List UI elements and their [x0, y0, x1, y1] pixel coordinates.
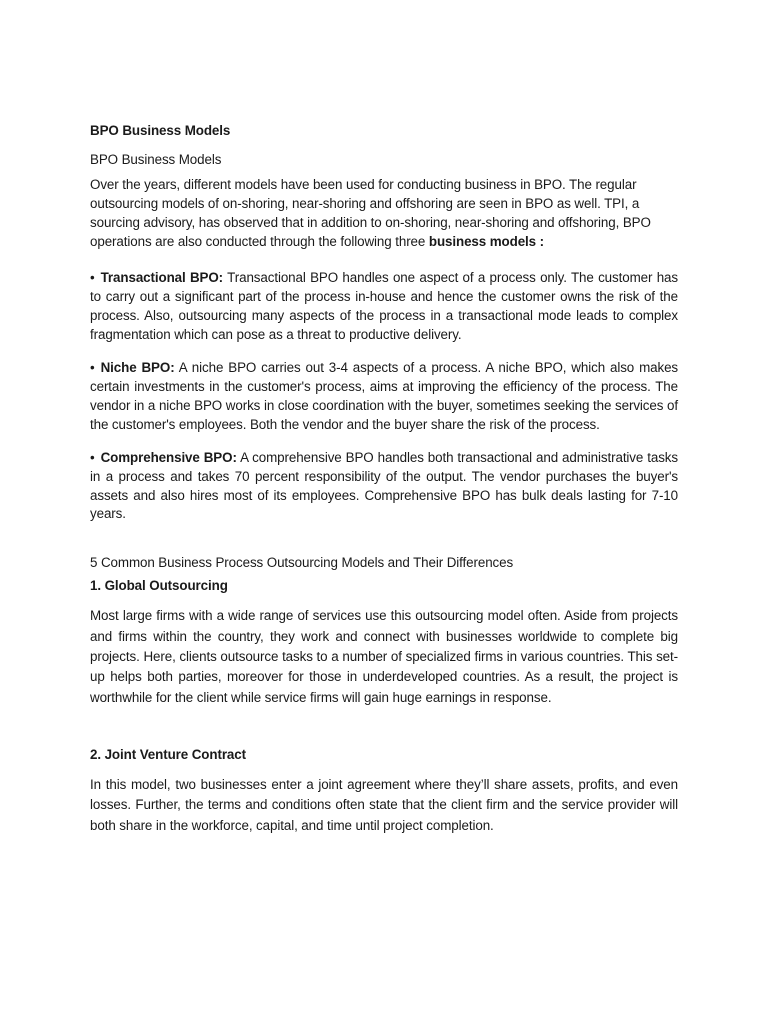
intro-text: Over the years, different models have been used for conducting business in BPO. The regular outsourcing models of on-shoring, near-shoring and offshoring are seen in BPO as well. TPI, a sourcing advisory, has observed that in addition to on-shoring, near-shoring and offshoring, BPO operations are also conducted through the following three [90, 176, 651, 249]
document-subtitle: BPO Business Models [90, 151, 222, 167]
bullet-text: A niche BPO carries out 3-4 aspects of a process. A niche BPO, which also makes certain investments in the customer's process, aims at improving the efficiency of the process. The vendor in a niche BPO works in close coordination with the buyer, sometimes seeking the services of the customer's employees. Both the vendor and the buyer share the risk of the process. [90, 360, 679, 432]
intro-bold-text: business models : [428, 233, 545, 249]
model-text-joint-venture: In this model, two businesses enter a joint agreement where they’ll share assets, profits, and even losses. Further, the terms and conditions often state that the client firm and the service provider will both share in the workforce, capital, and time until project completion. [90, 777, 678, 833]
model-heading-joint-venture: 2. Joint Venture Contract [90, 747, 246, 763]
bullet-item-niche [90, 359, 678, 435]
model-text-global: Most large firms with a wide range of services use this outsourcing model often. Aside from projects and firms within the country, they work and connect with businesses worldwide to complete big projects. Here, clients outsource tasks to a number of specialized firms in various countries. This set-up helps both parties, moreover for those in underdeveloped countries. As a result, the project is worthwhile for the client while service firms will gain huge earnings in response. [90, 608, 678, 705]
model-heading-global: 1. Global Outsourcing [90, 578, 228, 594]
section-intro: 5 Common Business Process Outsourcing Models and Their Differences [90, 555, 514, 571]
intro-paragraph [90, 176, 678, 252]
bullet-text: Transactional BPO handles one aspect of a process only. The customer has to carry out a significant part of the process in-house and hence the customer owns the risk of the process. Also, outsourcing many aspects of the process in a transactional mode leads to complex fragmentation which can pose as a threat to productive delivery. [90, 270, 678, 343]
bullet-lead: Transactional BPO: [100, 270, 224, 286]
bullet-marker: • [90, 270, 95, 286]
document-title: BPO Business Models [90, 123, 231, 138]
bullet-marker: • [90, 449, 95, 465]
document-body [90, 122, 678, 836]
bullet-item-transactional [90, 269, 678, 345]
bullet-marker: • [90, 360, 95, 376]
bullet-text: A comprehensive BPO handles both transactional and administrative tasks in a process and takes 70 percent responsibility of the output. The vendor purchases the buyer's assets and also hires most of its employees. Comprehensive BPO has bulk deals lasting for 7-10 years. [90, 449, 678, 522]
bullet-lead: Niche BPO: [100, 360, 175, 376]
bullet-lead: Comprehensive BPO: [100, 449, 237, 465]
bullet-item-comprehensive [90, 449, 678, 525]
